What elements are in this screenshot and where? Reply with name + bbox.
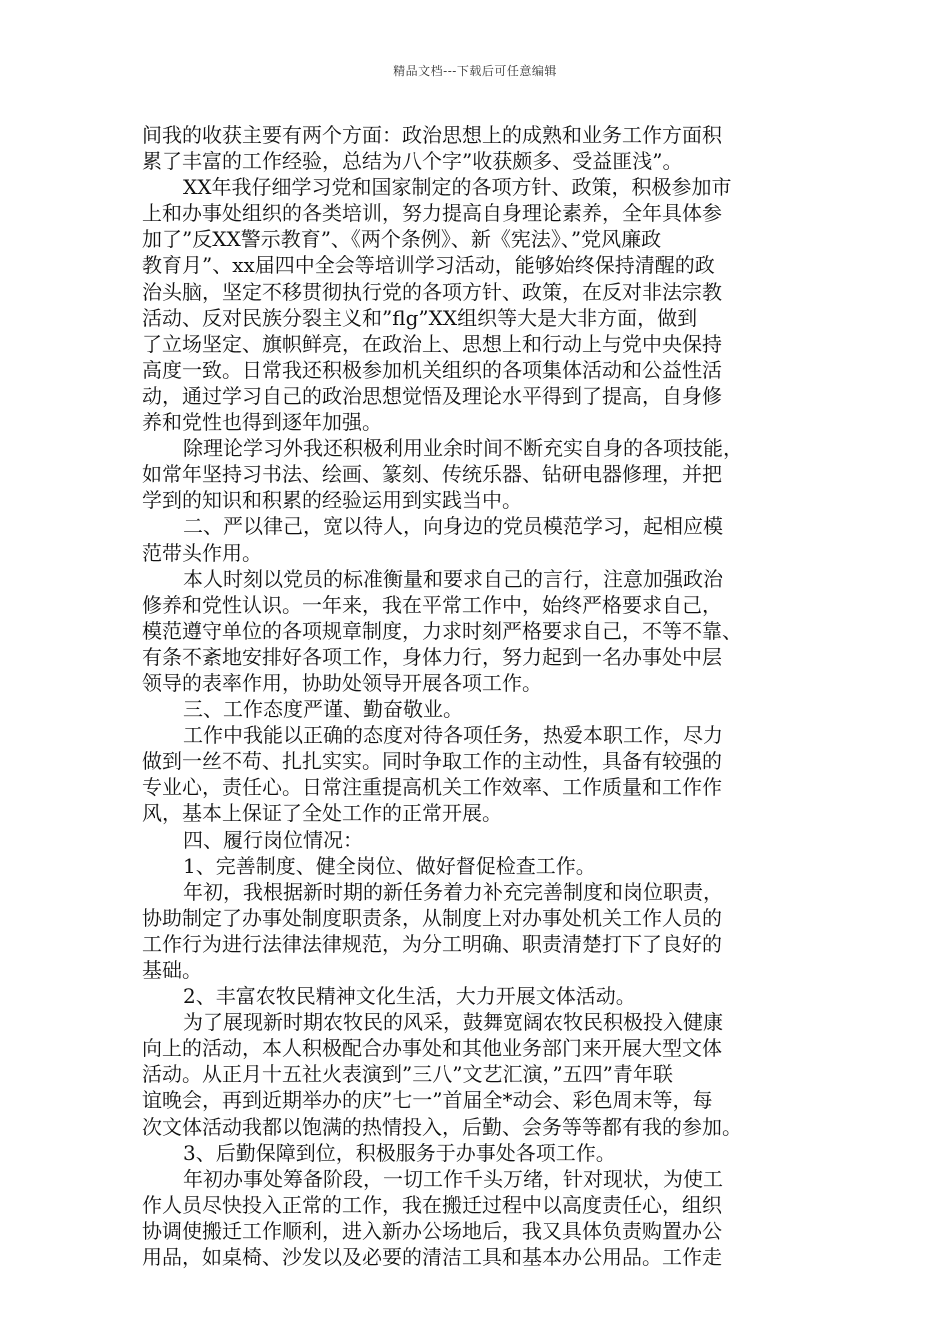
text-line: 二、严以律己，宽以待人，向身边的党员模范学习，起相应模 [183,514,723,539]
text-line: 协调使搬迁工作顺利，进入新办公场地后，我又具体负责购置办公 [142,1218,722,1243]
text-line: 领导的表率作用，协助处领导开展各项工作。 [142,670,542,695]
text-line: 活动、反对民族分裂主义和”flg”XX组织等大是大非方面，做到 [142,305,698,330]
text-line: 如常年坚持习书法、绘画、篆刻、传统乐器、钻研电器修理，并把 [142,462,722,487]
text-line: 3、后勤保障到位，积极服务于办事处各项工作。 [183,1140,616,1165]
text-line: 累了丰富的工作经验，总结为八个字”收获颇多、受益匪浅”。 [142,149,683,174]
text-line: 除理论学习外我还积极利用业余时间不断充实自身的各项技能， [183,436,743,461]
text-line: 范带头作用。 [142,540,262,565]
text-line: 风，基本上保证了全处工作的正常开展。 [142,801,502,826]
document-body [142,122,818,1270]
text-line: 四、履行岗位情况： [183,827,363,852]
text-line: 做到一丝不苟、扎扎实实。同时争取工作的主动性，具备有较强的 [142,749,722,774]
text-line: 协助制定了办事处制度职责条，从制度上对办事处机关工作人员的 [142,905,722,930]
text-line: 学到的知识和积累的经验运用到实践当中。 [142,488,522,513]
text-line: 谊晚会，再到近期举办的庆”七一”首届全*动会、彩色周末等，每 [142,1088,713,1113]
text-line: 间我的收获主要有两个方面：政治思想上的成熟和业务工作方面积 [142,123,722,147]
text-line: 高度一致。日常我还积极参加机关组织的各项集体活动和公益性活 [142,357,722,382]
text-line: 本人时刻以党员的标准衡量和要求自己的言行，注意加强政治 [183,566,723,591]
text-line: 动，通过学习自己的政治思想觉悟及理论水平得到了提高，自身修 [142,383,722,408]
text-line: 1、完善制度、健全岗位、做好督促检查工作。 [183,853,596,878]
page-header: 精品文档---下载后可任意编辑 [393,64,557,78]
text-line: 为了展现新时期农牧民的风采，鼓舞宽阔农牧民积极投入健康 [183,1010,723,1035]
text-line: 修养和党性认识。一年来，我在平常工作中，始终严格要求自己， [142,592,722,617]
text-line: 年初办事处筹备阶段，一切工作千头万绪，针对现状，为使工 [183,1166,723,1191]
text-line: 模范遵守单位的各项规章制度，力求时刻严格要求自己，不等不靠、 [142,618,742,643]
text-line: 专业心，责任心。日常注重提高机关工作效率、工作质量和工作作 [142,775,722,800]
text-line: 上和办事处组织的各类培训，努力提高自身理论素养，全年具体参 [142,201,722,226]
text-line: 教育月”、xx届四中全会等培训学习活动，能够始终保持清醒的政 [142,253,715,278]
text-line: 2、丰富农牧民精神文化生活，大力开展文体活动。 [183,984,636,1009]
text-line: 向上的活动，本人积极配合办事处和其他业务部门来开展大型文体 [142,1036,722,1061]
text-line: 有条不紊地安排好各项工作，身体力行，努力起到一名办事处中层 [142,644,722,669]
text-line: 了立场坚定、旗帜鲜亮，在政治上、思想上和行动上与党中央保持 [142,331,722,356]
text-line: 三、工作态度严谨、勤奋敬业。 [183,697,463,722]
text-line: 工作行为进行法律法律规范，为分工明确、职责清楚打下了良好的 [142,931,722,956]
text-line: 治头脑，坚定不移贯彻执行党的各项方针、政策，在反对非法宗教 [142,279,722,304]
text-line: 活动。从正月十五社火表演到”三八”文艺汇演，”五四”青年联 [142,1062,673,1087]
text-line: 作人员尽快投入正常的工作，我在搬迁过程中以高度责任心，组织 [142,1192,722,1217]
text-line: 养和党性也得到逐年加强。 [142,410,382,435]
text-line: 次文体活动我都以饱满的热情投入，后勤、会务等等都有我的参加。 [142,1114,742,1139]
text-line: 加了”反XX警示教育”、《两个条例》、新《宪法》、”党风廉政 [142,227,662,252]
text-line: 年初，我根据新时期的新任务着力补充完善制度和岗位职责， [183,879,723,904]
text-line: XX年我仔细学习党和国家制定的各项方针、政策，积极参加市 [183,175,732,200]
text-line: 基础。 [142,958,202,982]
text-line: 用品，如桌椅、沙发以及必要的清洁工具和基本办公用品。工作走 [142,1245,722,1270]
text-line: 工作中我能以正确的态度对待各项任务，热爱本职工作，尽力 [183,723,723,748]
